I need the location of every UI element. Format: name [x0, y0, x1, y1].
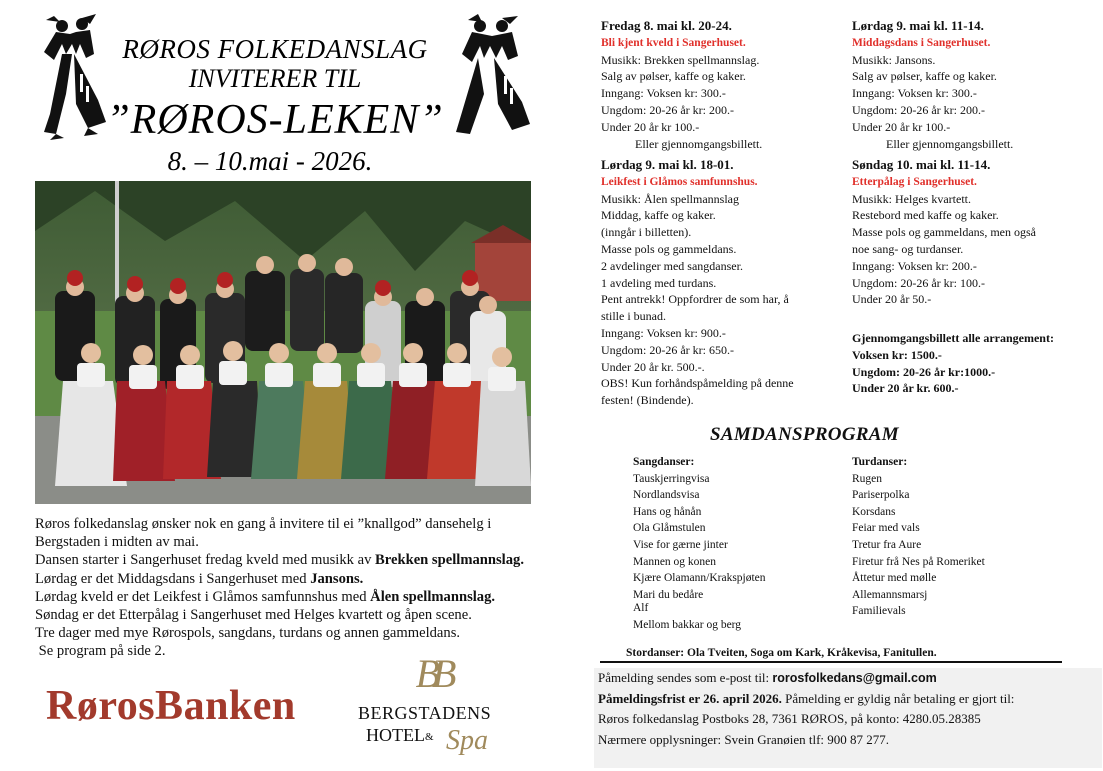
program-line: Masse pols og gammeldans.: [601, 241, 737, 256]
program-line: 1 avdeling med turdans.: [601, 275, 717, 290]
list-item: Nordlandsvisa: [633, 489, 700, 502]
intro-line-saturday-evening: Lørdag kveld er det Leikfest i Glåmos samfunnshus med Ålen spellmannslag.: [35, 588, 496, 605]
list-item: Mellom bakkar og berg: [633, 618, 742, 631]
list-item: Familievals: [852, 605, 906, 618]
registration-email[interactable]: rorosfolkedans@gmail.com: [772, 671, 937, 685]
list-item: Firetur frå Nes på Romeriket: [852, 555, 985, 568]
hotel-name-line2: HOTEL: [366, 725, 425, 745]
pass-line: Voksen kr: 1500.-: [852, 347, 942, 362]
program-sunday-subtitle: Etterpålag i Sangerhuset.: [852, 175, 977, 188]
intro-line-friday: Dansen starter i Sangerhuset fredag kveld med musikk av Brekken spellmannslag.: [35, 552, 524, 569]
list-item: Mannen og konen: [633, 555, 717, 568]
registration-contact-line: Nærmere opplysninger: Svein Granøien tlf: 900 87 277.: [598, 731, 890, 747]
sangdanser-list: [633, 454, 766, 634]
divider: [600, 661, 1062, 663]
program-line: Musikk: Brekken spellmannslag.: [601, 52, 760, 67]
program-line: Inngang: Voksen kr: 200.-: [852, 258, 977, 273]
pass-line: Under 20 år kr. 600.-: [852, 381, 959, 396]
program-pass: [852, 330, 1054, 397]
program-line: Middag, kaffe og kaker.: [601, 208, 716, 223]
list-item: Korsdans: [852, 505, 896, 518]
program-saturday-day: [852, 18, 1013, 152]
program-line: Ungdom: 20-26 år kr: 200.-: [852, 102, 985, 117]
program-line: Ungdom: 20-26 år kr: 100.-: [852, 275, 985, 290]
program-line: Restebord med kaffe og kaker.: [852, 208, 999, 223]
list-item: Hans og hånån: [633, 505, 702, 518]
sangdanser-heading: Sangdanser:: [633, 456, 695, 468]
program-saturday-evening-subtitle: Leikfest i Glåmos samfunnshus.: [601, 175, 758, 188]
registration-deadline-line: Påmeldingsfrist er 26. april 2026. Påmelding er gyldig når betaling er gjort til:: [598, 690, 1015, 706]
program-line: Musikk: Jansons.: [852, 52, 936, 67]
hotel-name-line1: BERGSTADENS: [358, 703, 492, 723]
list-item: Åttetur med mølle: [852, 572, 937, 585]
program-saturday-evening: [601, 157, 794, 409]
hotel-ampersand: &: [424, 730, 434, 743]
samdans-heading: SAMDANSPROGRAM: [710, 424, 899, 445]
program-sunday-title: Søndag 10. mai kl. 11-14.: [852, 157, 991, 172]
program-line: Ungdom: 20-26 år kr: 200.-: [601, 102, 734, 117]
program-friday-title: Fredag 8. mai kl. 20-24.: [601, 18, 732, 33]
program-line: stille i bunad.: [601, 309, 666, 324]
program-line: Inngang: Voksen kr: 300.-: [601, 86, 726, 101]
program-line: Under 20 år 50.-: [852, 292, 932, 307]
program-sunday: [852, 157, 1036, 308]
list-item: Pariserpolka: [852, 489, 910, 502]
list-item: Ola Glåmstulen: [633, 522, 706, 535]
intro-line-saturday-day: Lørdag er det Middagsdans i Sangerhuset med Jansons.: [35, 570, 364, 587]
stordanser-line: Stordanser: Ola Tveiten, Soga om Kark, Kråkevisa, Fanitullen.: [626, 647, 937, 659]
invitation-subtitle: INVITERER TIL: [188, 64, 362, 93]
turdanser-heading: Turdanser:: [852, 456, 908, 468]
program-line: Musikk: Helges kvartett.: [852, 191, 971, 206]
program-line: Under 20 år kr 100.-: [852, 119, 951, 134]
program-line: noe sang- og turdanser.: [852, 241, 964, 256]
program-note: Eller gjennomgangsbillett.: [635, 136, 763, 151]
program-line: Masse pols og gammeldans, men også: [852, 225, 1036, 240]
turdanser-list: [852, 454, 985, 620]
pass-line: Ungdom: 20-26 år kr:1000.-: [852, 364, 996, 379]
pass-title: Gjennomgangsbillett alle arrangement:: [852, 331, 1054, 345]
program-line: OBS! Kun forhåndspåmelding på denne: [601, 376, 794, 391]
group-photo: [35, 181, 531, 504]
list-item: Allemannsmarsj: [852, 588, 928, 601]
event-title: ”RØROS-LEKEN”: [106, 97, 444, 143]
registration-account-line: Røros folkedanslag Postboks 28, 7361 RØROS, på konto: 4280.05.28385: [598, 711, 981, 726]
program-line: Inngang: Voksen kr: 300.-: [852, 86, 977, 101]
program-line: (inngår i billetten).: [601, 225, 692, 240]
list-item: Mari du bedåre: [633, 588, 704, 601]
program-line: Inngang: Voksen kr: 900.-: [601, 325, 726, 340]
intro-line-see-program: Se program på side 2.: [35, 643, 166, 660]
program-line: 2 avdelinger med sangdanser.: [601, 258, 743, 273]
program-line: festen! (Bindende).: [601, 393, 694, 408]
list-item: Vise for gærne jinter: [633, 538, 728, 551]
event-dates: 8. – 10.mai - 2026.: [167, 146, 373, 176]
dancing-couple-illustration-right: [452, 14, 532, 142]
list-item: Tretur fra Aure: [852, 538, 922, 551]
program-line: Musikk: Ålen spellmannslag: [601, 191, 739, 206]
rorosbanken-logo: RørosBanken: [46, 683, 296, 729]
intro-paragraph: Røros folkedanslag ønsker nok en gang å invitere til ei ”knallgod” dansehelg i Bergstaden i midten av mai.: [35, 516, 492, 551]
hotel-monogram: BB: [415, 651, 449, 696]
program-saturday-evening-title: Lørdag 9. mai kl. 18-01.: [601, 157, 734, 172]
list-item: Alf: [633, 602, 649, 615]
program-line: Salg av pølser, kaffe og kaker.: [601, 69, 746, 84]
program-saturday-day-subtitle: Middagsdans i Sangerhuset.: [852, 36, 991, 49]
program-note: Eller gjennomgangsbillett.: [886, 136, 1014, 151]
program-friday: [601, 18, 762, 152]
intro-line-sunday: Søndag er det Etterpålag i Sangerhuset med Helges kvartett og åpen scene.: [35, 607, 472, 624]
list-item: Kjære Olamann/Krakspjøten: [633, 572, 766, 585]
program-saturday-day-title: Lørdag 9. mai kl. 11-14.: [852, 18, 984, 33]
program-line: Under 20 år kr 100.-: [601, 119, 700, 134]
invitation-org-name: RØROS FOLKEDANSLAG: [122, 34, 428, 64]
hotel-spa-script: Spa: [446, 725, 488, 756]
program-line: Salg av pølser, kaffe og kaker.: [852, 69, 997, 84]
intro-line-summary: Tre dager med mye Rørospols, sangdans, turdans og annen gammeldans.: [35, 625, 461, 642]
hotel-name-line2-wrap: [366, 725, 434, 746]
registration-email-line: Påmelding sendes som e-post til: rorosfolkedans@gmail.com: [598, 670, 937, 685]
list-item: Tauskjerringvisa: [633, 472, 710, 485]
program-line: Ungdom: 20-26 år kr: 650.-: [601, 342, 734, 357]
program-friday-subtitle: Bli kjent kveld i Sangerhuset.: [601, 36, 746, 49]
registration-info: [594, 668, 1102, 768]
program-line: Pent antrekk! Oppfordrer de som har, å: [601, 292, 789, 307]
list-item: Rugen: [852, 472, 883, 485]
bergstadens-hotel-logo: [356, 650, 508, 760]
list-item: Feiar med vals: [852, 522, 920, 535]
program-line: Under 20 år kr. 500.-.: [601, 359, 705, 374]
intro-text: [35, 515, 555, 661]
